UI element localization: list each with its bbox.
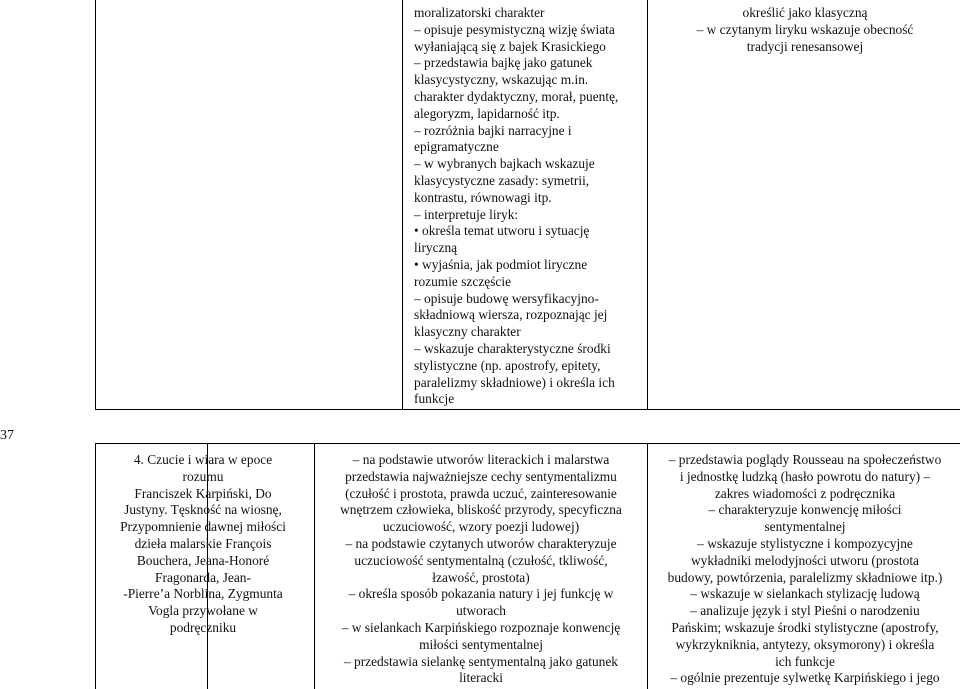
text-line: zakres wiadomości z podręcznika [714, 485, 896, 501]
text-line: klasycystyczne zasady: symetrii, [414, 172, 590, 188]
text-line: – ogólnie prezentuje sylwetkę Karpińskiego i jego [670, 670, 940, 686]
text-line: – przedstawia bajkę jako gatunek [414, 55, 593, 71]
text-line: Franciszek Karpiński, Do [134, 485, 272, 501]
text-line: – w sielankach Karpińskiego rozpoznaje konwencję [341, 619, 621, 635]
text-line: klasyczny charakter [414, 324, 521, 340]
text-line: wnętrzem człowieka, bliskość przyrody, specyficzna [340, 502, 622, 518]
text-line: Bouchera, Jeana-Honoré [136, 552, 270, 568]
text-line: sentymentalnej [764, 519, 846, 535]
text-line: Justyny. Tęskność na wiosnę, [124, 502, 282, 518]
text-line: wykrzykniknia, antytezy, oksymorony) i określa [675, 636, 935, 652]
text-line: – opisuje budowę wersyfikacyjno- [414, 290, 599, 306]
text-line: literacki [459, 670, 503, 686]
text-line: (czułość i prostota, prawda uczuć, zainteresowanie [345, 485, 617, 501]
text-line: budowy, powtórzenia, paralelizmy składniowe itp.) [667, 569, 943, 585]
syllabus-table-bottom [95, 443, 960, 689]
text-line: – opisuje pesymistyczną wizję świata [414, 21, 615, 37]
extended-requirements-cell [648, 452, 960, 687]
text-line: – przedstawia poglądy Rousseau na społeczeństwo [668, 452, 942, 467]
text-line: – na podstawie utworów literackich i malarstwa [352, 452, 610, 467]
text-line: liryczną [414, 240, 458, 256]
text-line: – na podstawie czytanych utworów charakteryzuje [345, 535, 617, 551]
text-line: epigramatyczne [414, 139, 499, 155]
text-line: Fragonarda, Jean- [155, 569, 251, 585]
text-line: – rozróżnia bajki narracyjne i [414, 122, 572, 138]
text-line: stylistyczne (np. apostrofy, epitety, [414, 357, 601, 373]
text-line: alegoryzm, lapidarność itp. [414, 105, 560, 121]
top-extended-requirements-cell [648, 5, 960, 55]
text-line: • wyjaśnia, jak podmiot liryczne [414, 256, 588, 272]
text-line: utworach [456, 603, 506, 619]
text-line: – w czytanym liryku wskazuje obecność [696, 21, 914, 37]
text-line: klasycystyczny, wskazując m.in. [414, 72, 589, 88]
text-line: – w wybranych bajkach wskazuje [414, 156, 595, 172]
basic-requirements-cell [315, 452, 647, 687]
page-number: 37 [0, 428, 14, 443]
text-line: charakter dydaktyczny, morał, puentę, [414, 88, 619, 104]
text-line: – wskazuje w sielankach stylizację ludową [690, 586, 920, 602]
text-line: – przedstawia sielankę sentymentalną jako gatunek [343, 653, 619, 669]
text-line: ich funkcje [775, 653, 835, 669]
text-line: funkcje [414, 391, 455, 407]
text-line: rozumie szczęście [414, 273, 512, 289]
text-line: przedstawia najważniejsze cechy sentymentalizmu [345, 468, 617, 484]
text-line: Pańskim; wskazuje środki stylistyczne (apostrofy, [671, 619, 939, 635]
text-line: -Pierre’a Norblina, Zygmunta [123, 586, 283, 602]
text-line: uczuciowość sentymentalną (czułość, tkliwość, [354, 552, 608, 568]
text-line: łzawość, prostota) [432, 569, 530, 585]
text-line: – interpretuje liryk: [414, 206, 519, 222]
lesson-topic-cell [108, 452, 298, 637]
column-divider [647, 0, 648, 409]
text-line: określić jako klasyczną [742, 5, 868, 20]
text-line: – określa sposób pokazania natury i jej funkcję w [348, 586, 614, 602]
text-line: – wskazuje charakterystyczne środki [414, 340, 611, 356]
text-line: Przypomnienie dawnej miłości [120, 519, 286, 535]
text-line: – analizuje język i styl Pieśni o narodzeniu [690, 603, 920, 619]
text-line: – charakteryzuje konwencję miłości [708, 502, 902, 518]
text-line: 4. Czucie i wiara w epoce [133, 452, 273, 467]
text-line: moralizatorski charakter [414, 5, 545, 20]
text-line: Vogla przywołane w [148, 603, 258, 619]
text-line: tradycji renesansowej [746, 38, 864, 54]
column-divider [402, 0, 403, 409]
text-line: podręczniku [169, 619, 237, 635]
text-line: kontrastu, równowagi itp. [414, 189, 552, 205]
text-line: • określa temat utworu i sytuację [414, 223, 590, 239]
text-line: paralelizmy składniowe) i określa ich [414, 374, 615, 390]
text-line: wyłaniającą się z bajek Krasickiego [414, 38, 606, 54]
text-line: składniową wiersza, rozpoznając jej [414, 307, 608, 323]
text-line: i jednostkę ludzką (hasło powrotu do natury) – [679, 468, 931, 484]
text-line: miłości sentymentalnej [419, 636, 543, 652]
text-line: rozumu [182, 468, 224, 484]
syllabus-table-top [95, 0, 960, 410]
text-line: wykładniki melodyjności utworu (prostota [691, 552, 919, 568]
text-line: – wskazuje stylistyczne i kompozycyjne [697, 535, 913, 551]
top-requirements-cell [414, 5, 646, 408]
text-line: uczuciowość, wzory poezji ludowej) [382, 519, 580, 535]
text-line: dzieła malarskie François [134, 535, 272, 551]
